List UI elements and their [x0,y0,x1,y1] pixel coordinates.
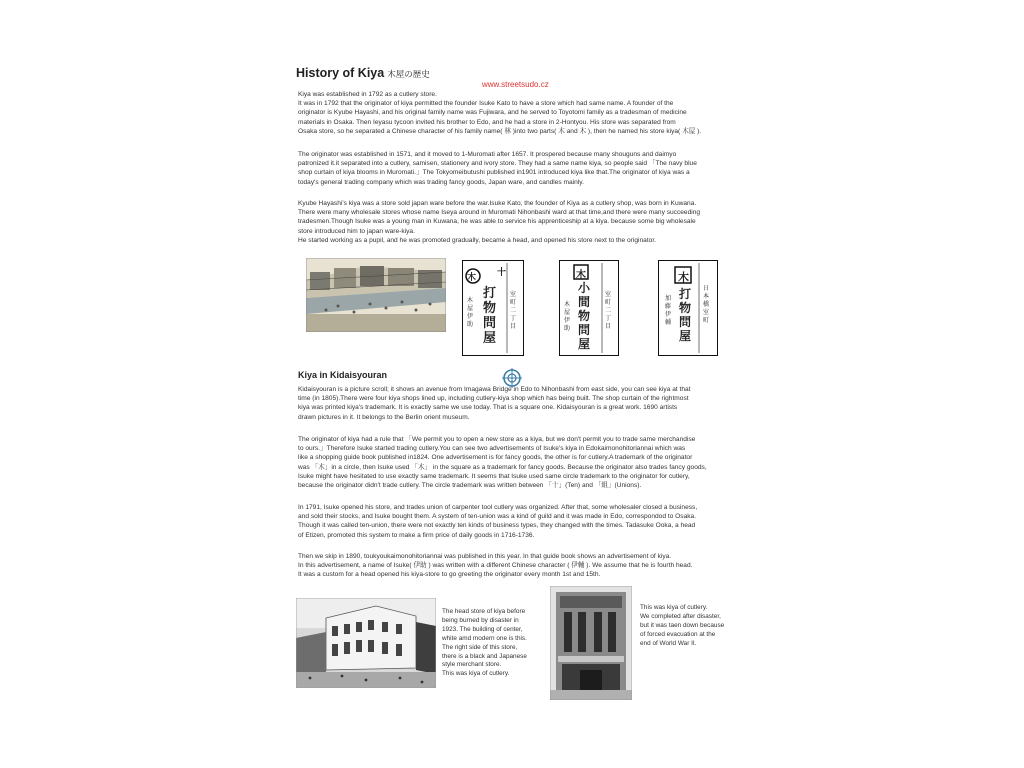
ad-side-text: 木屋伊助 [564,302,571,332]
text-line: kiya was printed kiya's trademark. It is exactly same we use today. That is a square one. Kidaisyouran is a great work. 1690 artists [298,404,678,412]
advertisement-cutlery-1 [462,260,524,356]
caption-rebuilt-store [640,604,724,649]
caption-line: This was kiya of cutlery. [640,604,708,611]
text-line: Isuke might have hesitated to use exactly same trademark. It seems that Isuke used same circle trademark to the originator for cutlery, [298,472,690,480]
ad-address-text: 室町二丁目 [605,292,612,330]
page-title [296,66,430,80]
advertisement-cutlery-2 [658,260,718,356]
kiya-square-trademark-icon: 木 [576,270,586,281]
head-store-photo [296,598,436,693]
document-page [296,66,736,706]
caption-line: style merchant store. [442,661,502,669]
text-line: tradesmen.Though Isuke was a young man in Kuwana, he was able to service his apprenticeship at a kiya. because some big wholesale [298,218,696,226]
caption-line: The head store of kiya before [442,608,526,615]
text-line: It was in 1792 that the originator of kiya permitted the founder Isuke Kato to have a store which had same name. A founder of the [298,100,674,108]
caption-line: being burned by disaster in [442,616,519,624]
rebuilt-store-photo [550,586,632,705]
text-line: patronized it.it separated into a cutlery, samisen, stationery and ivory store. They had a same name kiya, so people said 「The navy blue [298,160,697,168]
text-line: originator is Kyube Hayashi, and his original family name was Fujiwara, and he served to Toyotomi family as a tradesman of medicine [298,109,687,117]
paragraph-1791 [298,503,736,540]
watermark-text: www.streetsudo.cz [482,80,549,89]
caption-line: there is a black and Japanese [442,652,527,660]
ad-vertical-text: 打 物 問 屋 [483,285,497,345]
text-line: drawn pictures in it. It belongs to the Berlin orient museum. [298,413,470,421]
text-line: Kyube Hayashi's kiya was a store sold japan ware before the war.Isuke Kato, the founder of Kiya as a cutlery shop, was born in Kuwana. [298,200,697,207]
caption-line: We completed after disaster, [640,612,721,620]
caption-line: 1923. The building of center, [442,625,523,633]
text-line: time (in 1805).There were four kiya shops lined up, including cutlery-kiya shop which has being built. The shop curtain of the rightmost [298,395,689,403]
ad-side-text: 加藤伊輔 [665,296,672,326]
ad-vertical-text: 打 物 問 屋 [679,287,692,343]
paragraph-originator [298,150,736,187]
text-line: materials in Osaka. Then Ieyasu tycoon invited his brother to Edo, and he had a store in 2-Hontyou. His store was separated from [298,118,676,126]
ad-address-text: 室町二丁目 [510,292,517,330]
ad-vertical-text: 小 間 物 問 屋 [578,281,591,351]
caption-line: end of World War II. [640,639,697,647]
kiya-circle-trademark-icon: 木 [467,272,477,282]
text-line: Kidaisyouran is a picture scroll; it shows an avenue from Imagawa Bridge in Edo to Nihonbashi from east side, you can see kiya at that [298,386,691,393]
text-line: today's general trading company which was trading fancy goods, Japan ware, and candles mainly. [298,178,584,186]
text-line: The originator of kiya had a rule that 「We permit you to open a new store as a kiya, but we don't permit you to trade same merchandise [298,436,696,443]
section-heading-kidaisyouran: Kiya in Kidaisyouran [298,370,388,380]
text-line: In this advertisement, a name of Isuke( 伊助 ) was written with a different Chinese character ( 伊輔 ). We assume that he is fourth head. [298,562,693,570]
text-line: store introduced him to japan ware-kiya. [298,227,415,235]
text-line: He started working as a pupil, and he was promoted gradually, became a head, and opened his store next to the originator. [298,236,656,244]
paragraph-originator-rule [298,435,736,490]
caption-line: but it was taen down because [640,621,725,629]
caption-line: This was kiya of cutlery. [442,670,510,678]
title-text: History of Kiya [296,66,385,80]
text-line: to ours.」Therefore Isuke started trading cutlery.You can see two advertisements of Isuke's kiya in Edokaimonohitoriannai which was [298,445,686,453]
advertisement-fancy-goods [559,260,619,356]
ad-address-text: 日本橋室町 [703,286,710,324]
paragraph-kyube-hayashi [298,199,736,245]
paragraph-kidaisyouran [298,385,736,422]
text-line: was 「木」in a circle, then Isuke used 「木」 in the square as a trademark for fancy goods. Because the originator also trades fancy goods, [298,463,707,471]
text-line: In 1791, Isuke opened his store, and trades union of carpenter tool cutlery was organized. After that, some wholesaler closed a business, [298,504,698,511]
text-line: Then we skip in 1890, toukyoukaimonohitoriannai was published in this year. In that guide book shows an advertisement of kiya. [298,553,672,560]
caption-line: white amd modern one is this. [442,634,527,642]
kidaisyouran-scroll-image [306,258,446,337]
text-line: Kiya was established in 1792 as a cutlery store. [298,91,437,98]
kiya-square-trademark-icon: 木 [678,272,689,284]
text-line: and sold their stocks, and Isuke bought them. A system of ten-union was a kind of guild and it was made in Edo, correspondod to Osaka. [298,513,697,521]
text-line: There were many wholesale stores whose name Iseya around in Muromati Nihonbashi ward at that time,and there were many succeeding [298,209,701,217]
text-line: Osaka store, so he separated a Chinese character of his family name( 林 )into two parts( 木 and 木 ), then he named his store kiya( 木屋 ). [298,127,702,135]
text-line: It was a custom for a head opened his kiya-store to go greeting the originator every month 1st and 15th. [298,571,601,579]
paragraph-1890 [298,552,736,580]
title-japanese: 木屋の歴史 [387,69,430,79]
text-line: The originator was established in 1571, and it moved to 1-Muromati after 1657. It prospered because many shouguns and daimyo [298,151,677,158]
text-line: of Etizen, promoted this system to make a firm price of daily goods in 1716-1736. [298,531,535,539]
caption-line: of forced evacuation at the [640,630,716,638]
text-line: because the originator didn't trade cutlery. The circle trademark was written between 「十」(Ten) and 「組」(Unions). [298,482,642,490]
caption-line: The right side of this store, [442,643,518,651]
text-line: shop curtain of kiya blooms in Muromati.」The Tokyomeibutushi published in1901 introduced kiya like that.The originator of kiya was a [298,169,690,177]
text-line: like a shopping guide book published in1824. One advertisement is for fancy goods, the other is for cutlery.A trademark of the originator [298,454,693,462]
intro-paragraph [298,90,736,136]
text-line: Though it was called ten-union, there were not exactly ten kinds of business types, they changed with the times. Tadasuke Ooka, a head [298,522,696,530]
ad-side-text: 木屋伊助 [467,298,474,328]
ad-ten-glyph: 十 [497,267,507,277]
caption-head-store [442,608,527,679]
